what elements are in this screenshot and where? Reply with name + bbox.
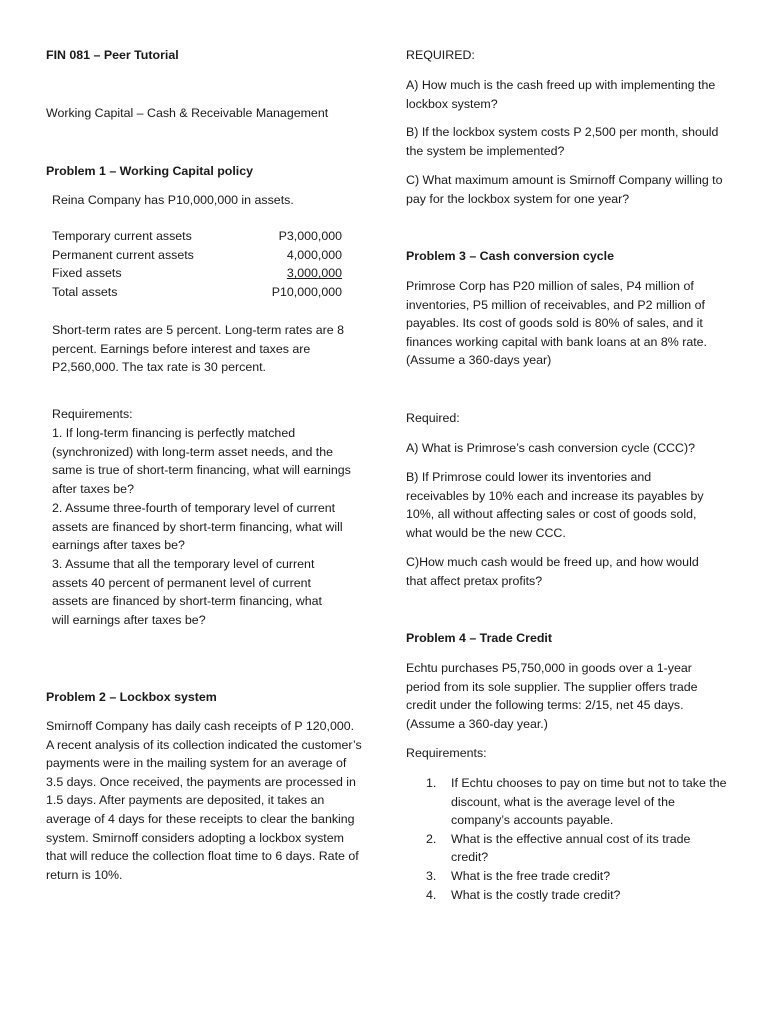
table-row: [52, 227, 342, 246]
problem-2-required-label: REQUIRED:: [406, 48, 475, 62]
problem-1-heading: Problem 1 – Working Capital policy: [46, 164, 254, 178]
list-number: 1.: [426, 776, 437, 790]
list-item: [406, 867, 728, 886]
problem-2-body: Smirnoff Company has daily cash receipts of P 120,000. A recent analysis of its collection indicated the customer’s payments were in the mailing system for an average of 3.5 days. Once received, the payments are processed in 1.5 days. After payments are deposited, it takes an average of 4 days for these receipts to clear the banking system. Smirnoff considers adopting a lockbox system that will reduce the collection float time to 6 days. Rate of return is 10%.: [46, 719, 362, 882]
problem-3-heading: Problem 3 – Cash conversion cycle: [406, 249, 614, 263]
list-text: What is the free trade credit?: [451, 868, 611, 883]
problem-1-requirement-3: 3. Assume that all the temporary level of current assets 40 percent of permanent level of current assets are financed by short-term financing, what will earnings after taxes be?: [52, 557, 322, 627]
problem-4-requirements-list: [406, 774, 728, 904]
list-number: 2.: [426, 831, 437, 846]
list-number: 3.: [426, 868, 437, 883]
table-row: [52, 246, 342, 265]
problem-4-requirements-label: Requirements:: [406, 746, 487, 760]
list-text: If Echtu chooses to pay on time but not to take the discount, what is the average level of the company’s accounts payable.: [451, 776, 727, 828]
problem-3-question-c: C)How much cash would be freed up, and how would that affect pretax profits?: [406, 555, 699, 588]
problem-2-question-a: A) How much is the cash freed up with implementing the lockbox system?: [406, 78, 716, 111]
problem-1-requirement-1: 1. If long-term financing is perfectly matched (synchronized) with long-term asset needs, and the same is true of short-term financing, what will earnings after taxes be?: [52, 426, 351, 496]
problem-1-rates: Short-term rates are 5 percent. Long-term rates are 8 percent. Earnings before interest and taxes are P2,560,000. The tax rate is 30 percent.: [52, 323, 344, 375]
asset-label: Fixed assets: [52, 266, 122, 281]
asset-value: 4,000,000: [286, 247, 342, 262]
list-item: [406, 830, 728, 867]
problem-2-heading: Problem 2 – Lockbox system: [46, 690, 217, 704]
asset-value: 3,000,000: [286, 266, 342, 281]
asset-label: Total assets: [52, 284, 118, 299]
table-row: [52, 283, 342, 302]
asset-label: Temporary current assets: [52, 229, 192, 243]
list-item: [406, 886, 728, 905]
problem-4-heading: Problem 4 – Trade Credit: [406, 631, 552, 645]
list-item: [406, 774, 728, 830]
course-title: FIN 081 – Peer Tutorial: [46, 48, 179, 62]
problem-3-question-a: A) What is Primrose’s cash conversion cycle (CCC)?: [406, 441, 695, 455]
problem-2-question-b: B) If the lockbox system costs P 2,500 per month, should the system be implemented?: [406, 125, 719, 158]
document-subtitle: Working Capital – Cash & Receivable Management: [46, 106, 329, 120]
problem-3-required-label: Required:: [406, 411, 460, 425]
asset-value-cell: [232, 264, 342, 283]
list-number: 4.: [426, 887, 437, 902]
problem-4-body: Echtu purchases P5,750,000 in goods over a 1-year period from its sole supplier. The supplier offers trade credit under the following terms: 2/15, net 45 days. (Assume a 360-day year.): [406, 661, 698, 731]
problem-3-body: Primrose Corp has P20 million of sales, P4 million of inventories, P5 million of receivables, and P2 million of payables. Its cost of goods sold is 80% of sales, and it finances working capital with bank loans at an 8% rate. (Assume a 360-days year): [406, 279, 707, 368]
table-row: [52, 264, 342, 283]
asset-label: Permanent current assets: [52, 247, 194, 262]
list-text: What is the costly trade credit?: [451, 887, 621, 902]
assets-table: [52, 227, 342, 301]
problem-1-requirements-label: Requirements:: [52, 407, 133, 421]
list-text: What is the effective annual cost of its trade credit?: [451, 831, 691, 865]
problem-1-intro: Reina Company has P10,000,000 in assets.: [52, 193, 294, 207]
problem-3-question-b: B) If Primrose could lower its inventories and receivables by 10% each and increase its payables by 10%, all without affecting sales or cost of goods sold, what would be the new CCC.: [406, 470, 704, 540]
problem-2-question-c: C) What maximum amount is Smirnoff Company willing to pay for the lockbox system for one year?: [406, 173, 723, 206]
asset-value: P10,000,000: [271, 284, 342, 299]
asset-value: P3,000,000: [278, 229, 342, 243]
problem-1-requirement-2: 2. Assume three-fourth of temporary level of current assets are financed by short-term financing, what will earnings after taxes be?: [52, 501, 343, 553]
